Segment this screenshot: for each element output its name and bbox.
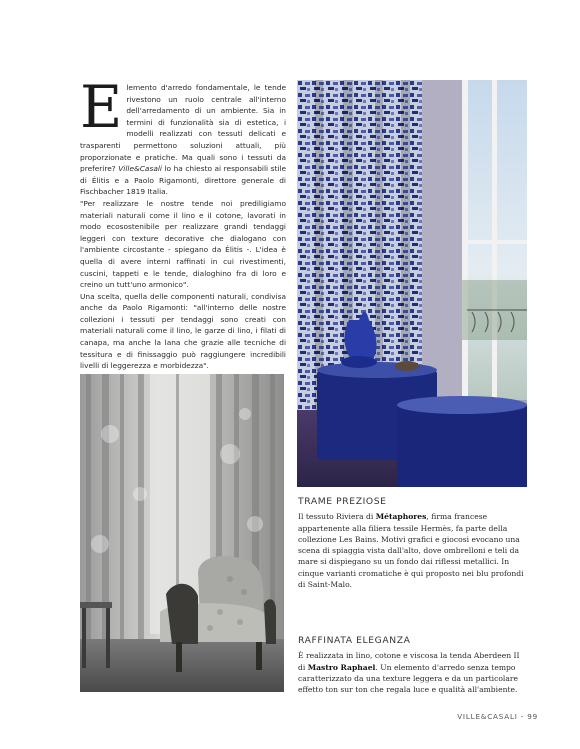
magazine-name: Ville&Casali <box>118 164 162 174</box>
brand-name: Métaphores <box>375 512 427 522</box>
article-intro: lemento d'arredo fondamentale, le tende rivestono un ruolo centrale all'interno dell'arredamento di un ambiente. Sia in termini di funzionalità sia di estetica, i modelli realizzati con tessuti delicati e trasparenti permettono soluzioni attuali, più proporzionate e pratiche. Ma quali sono i tessuti da preferire? Ville&Casali lo ha chiesto ai responsabili stile di Élitis e a Paolo Rigamonti, direttore generale di Fischbacher 1819 Italia. <box>80 83 286 197</box>
drop-cap: E <box>80 73 123 141</box>
photo-blue-curtain-window <box>297 80 527 487</box>
armchair-room-image <box>80 374 284 692</box>
caption-raffinata-eleganza <box>298 635 528 695</box>
caption-text: Il tessuto Riviera di Métaphores, firma francese appartenente alla filiera tessile Hermès, fa parte della collezione Les Bains. Motivi grafici e giocosi evocano una scena di spiaggia vista dall'alto, dove ombrelloni e teli da mare si dispiegano su un fondo dai riflessi metallici. In cinque varianti cromatiche è qui proposto nei blu profondi di Saint-Malo. <box>298 512 524 590</box>
article-quote-elitis: "Per realizzare le nostre tende noi prediligiamo materiali naturali come il lino e il cotone, lavorati in modo ecosostenibile per realizzare grandi tendaggi leggeri con texture decorative che dialogano con l'ambiente circostante - spiegano da Élitis -. L'idea è quella di avere interni raffinati in cui rivestimenti, cuscini, tappeti e le tende, dialoghino fra di loro e creino un tutt'uno armonico". <box>80 198 286 290</box>
brand-name: Mastro Raphael <box>307 662 376 672</box>
article-body <box>80 73 286 372</box>
article-quote-rigamonti: Una scelta, quella delle componenti naturali, condivisa anche da Paolo Rigamonti: "all'interno delle nostre collezioni i tessuti per tendaggi sono creati con materiali naturali come il lino, le garze di lino, i filati di canapa, ma anche la lana che grazie alle tecniche di tessitura e di finissaggio può raggiungere incredibili livelli di leggerezza e morbidezza". <box>80 291 286 371</box>
photo-sheer-curtains-armchair <box>80 374 284 692</box>
caption-title: TRAME PREZIOSE <box>298 496 387 507</box>
page-folio: VILLE&CASALI - 99 <box>457 712 538 721</box>
caption-trame-preziose <box>298 496 528 590</box>
caption-text: È realizzata in lino, cotone e viscosa la tenda Aberdeen II di Mastro Raphael. Un elemento d'arredo senza tempo caratterizzato da una texture leggera e da un particolare effetto ton sur ton che regala luce e qualità all'ambiente. <box>298 651 520 695</box>
blue-curtain-image <box>297 80 527 487</box>
caption-title: RAFFINATA ELEGANZA <box>298 635 411 646</box>
